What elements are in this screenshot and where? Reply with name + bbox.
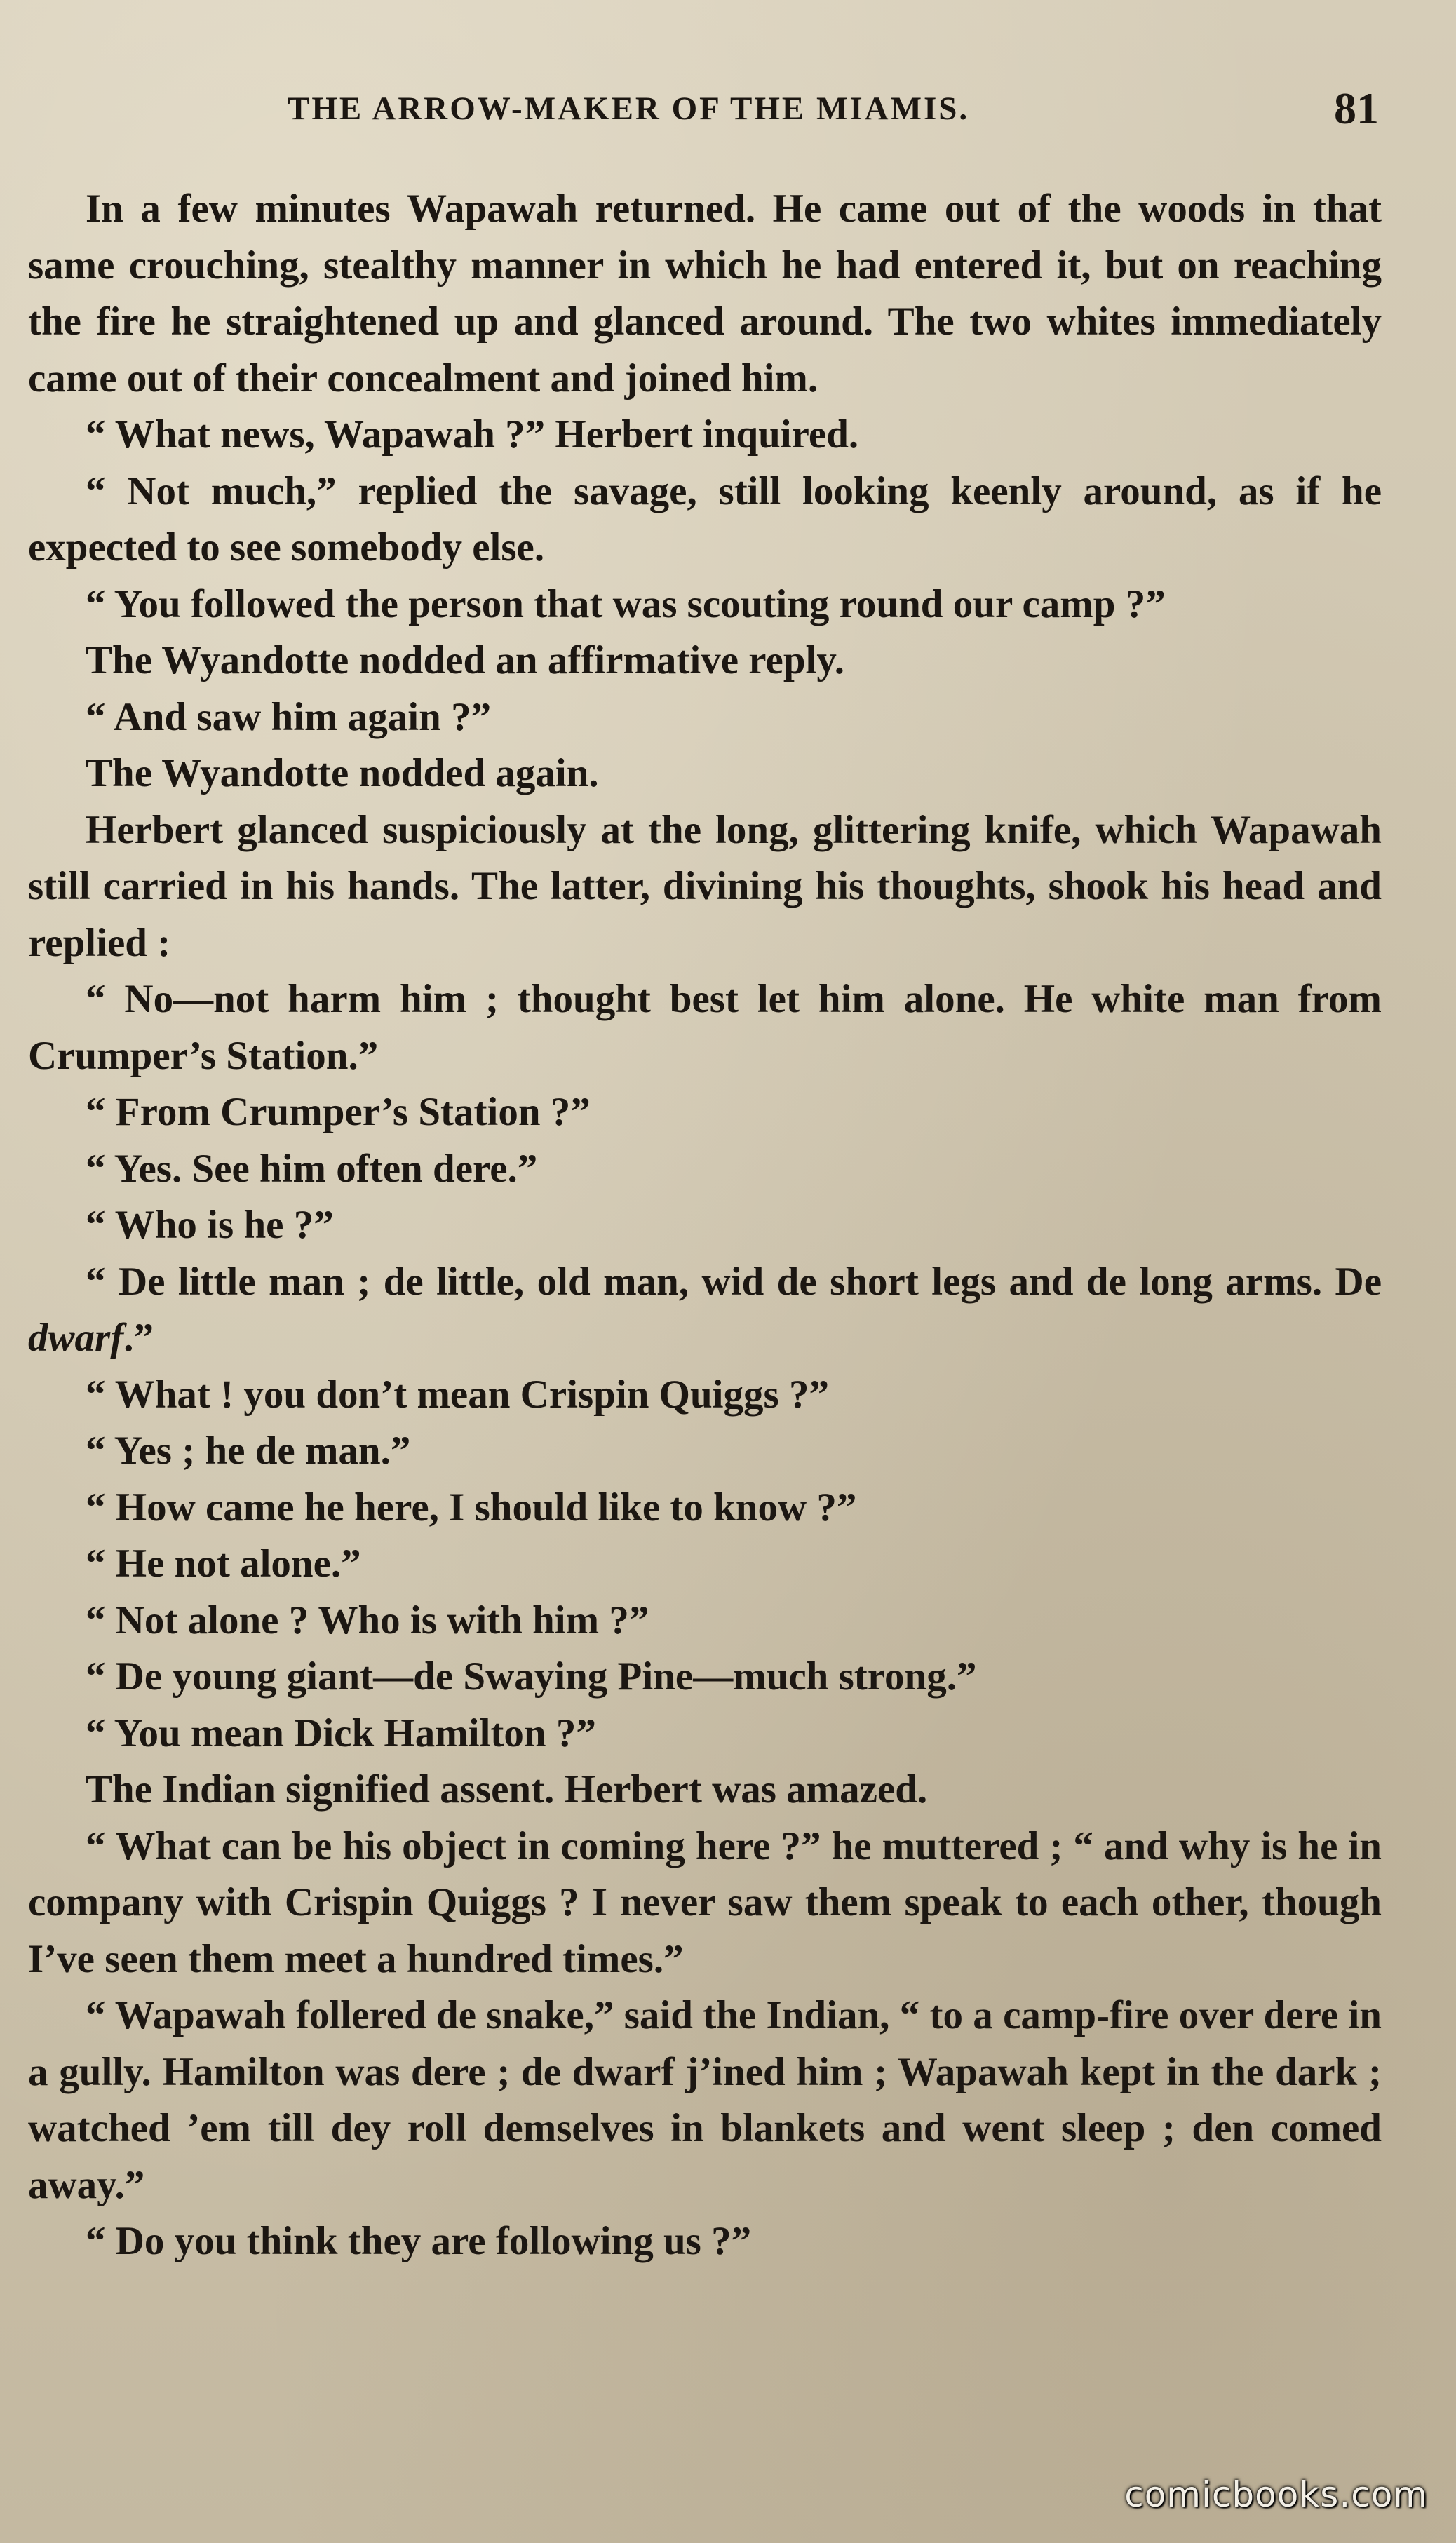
paragraph: Herbert glanced suspiciously at the long, glittering knife, which Wapawah still carried in his hands. The latter, divining his thoughts, shook his head and replied : <box>28 807 1382 965</box>
paragraph: “ De young giant—de Swaying Pine—much strong.” <box>86 1654 977 1699</box>
paragraph: “ How came he here, I should like to know ?” <box>86 1485 857 1530</box>
paragraph: In a few minutes Wapawah returned. He came out of the woods in that same crouching, stealthy manner in which he had entered it, but on reaching the fire he straightened up and glanced around. The two whites immediately came out of their concealment and joined him. <box>28 187 1382 400</box>
body-text <box>28 181 1382 2270</box>
paragraph: “ What can be his object in coming here ?” he muttered ; “ and why is he in company with Crispin Quiggs ? I never saw them speak to each other, though I’ve seen them meet a hundred times.” <box>28 1823 1382 1981</box>
paragraph: “ You mean Dick Hamilton ?” <box>86 1711 596 1755</box>
paragraph <box>28 1254 1382 1367</box>
paragraph-text: “ De little man ; de little, old man, wid de short legs and de long arms. De <box>86 1259 1382 1304</box>
paragraph: The Indian signified assent. Herbert was amazed. <box>86 1767 928 1812</box>
paragraph: “ What ! you don’t mean Crispin Quiggs ?” <box>86 1372 829 1417</box>
paragraph: “ Not much,” replied the savage, still looking keenly around, as if he expected to see somebody else. <box>28 468 1382 569</box>
paragraph: “ What news, Wapawah ?” Herbert inquired. <box>86 412 859 457</box>
page-number: 81 <box>1334 83 1379 133</box>
paragraph: “ And saw him again ?” <box>86 694 492 739</box>
watermark-logo: comicbooks.com <box>1124 2474 1428 2515</box>
paragraph: “ From Crumper’s Station ?” <box>86 1090 591 1134</box>
running-head: THE ARROW-MAKER OF THE MIAMIS. <box>288 90 970 127</box>
paragraph: “ Who is he ?” <box>86 1203 334 1247</box>
paragraph: “ Wapawah follered de snake,” said the Indian, “ to a camp-fire over dere in a gully. Hamilton was dere ; de dwarf j’ined him ; Wapawah kept in the dark ; watched ’em till dey roll demselves in blankets and went sleep ; den comed away.” <box>28 1993 1382 2207</box>
page-header <box>105 83 1379 139</box>
paragraph: “ You followed the person that was scouting round our camp ?” <box>86 581 1166 626</box>
paragraph: “ Do you think they are following us ?” <box>86 2219 752 2263</box>
paragraph: “ Yes ; he de man.” <box>86 1429 411 1473</box>
emphasized-word: dwarf <box>28 1316 124 1360</box>
paragraph: “ No—not harm him ; thought best let him alone. He white man from Crumper’s Station.” <box>28 977 1382 1078</box>
paragraph: The Wyandotte nodded an affirmative reply. <box>86 638 844 682</box>
paragraph: “ He not alone.” <box>86 1542 361 1586</box>
paragraph: “ Not alone ? Who is with him ?” <box>86 1598 649 1643</box>
paragraph: “ Yes. See him often dere.” <box>86 1146 538 1191</box>
paragraph: The Wyandotte nodded again. <box>86 751 599 795</box>
paragraph-text: .” <box>123 1316 154 1360</box>
